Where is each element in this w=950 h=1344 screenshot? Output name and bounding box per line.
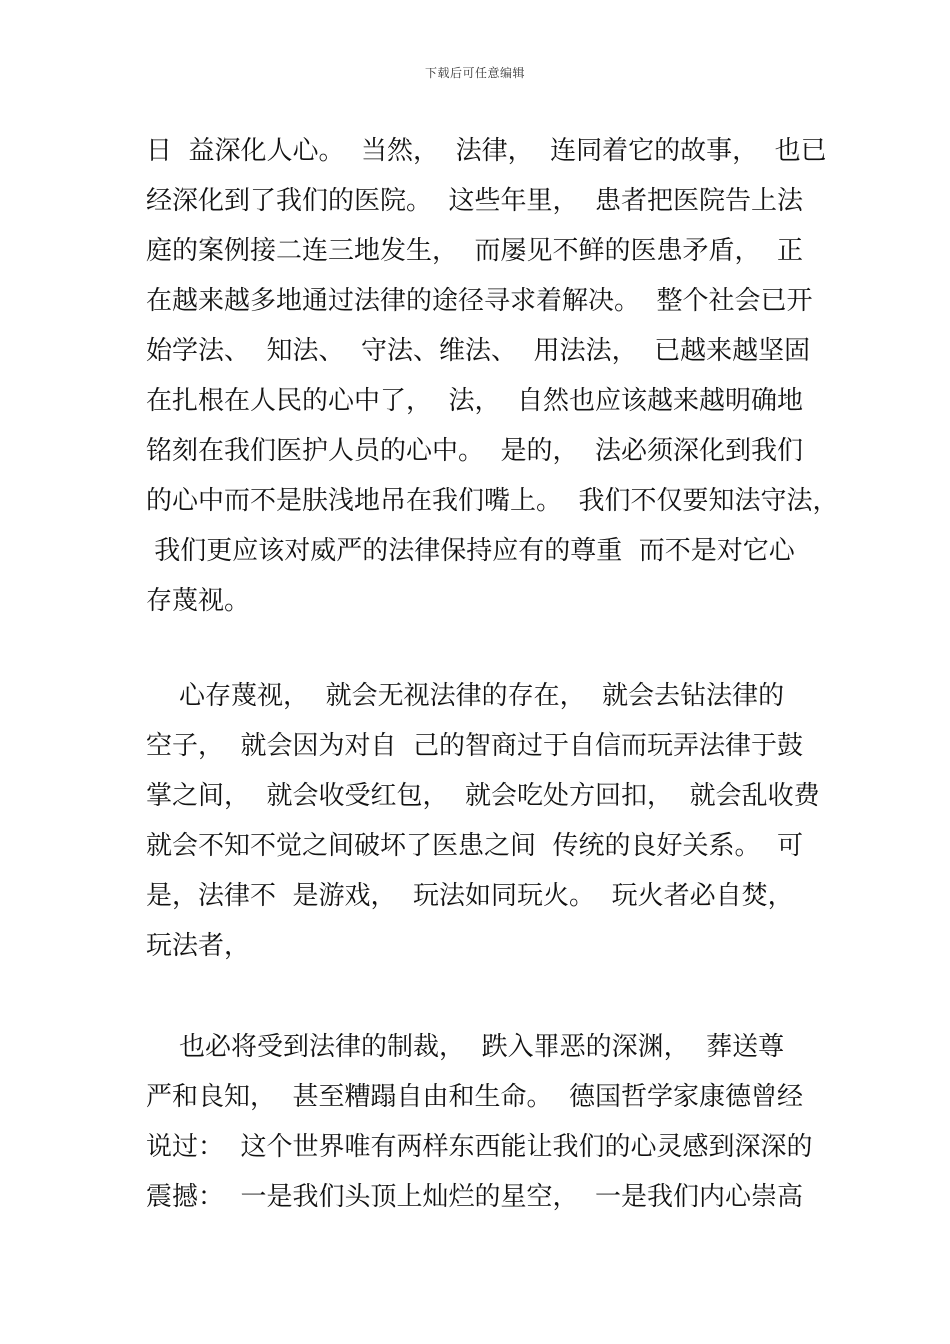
text-line: 是，法律不 是游戏， 玩法如同玩火。 玩火者必自焚， <box>146 881 794 911</box>
text-line: 庭的案例接二连三地发生， 而屡见不鲜的医患矛盾， 正 <box>146 236 804 266</box>
text-line: 空子， 就会因为对自 己的智商过于自信而玩弄法律于鼓 <box>146 731 804 761</box>
text-line: 严和良知， 甚至糟蹋自由和生命。 德国哲学家康德曾经 <box>146 1082 804 1112</box>
text-line: 掌之间， 就会收受红包， 就会吃处方回扣， 就会乱收费 <box>146 781 820 811</box>
text-line: 玩法者， <box>146 931 251 961</box>
text-line: 也必将受到法律的制裁， 跌入罪恶的深渊， 葬送尊 <box>146 1032 785 1062</box>
text-line: 的心中而不是肤浅地吊在我们嘴上。 我们不仅要知法守法， <box>146 486 839 516</box>
paragraph-1 <box>146 126 839 626</box>
text-line: 始学法、 知法、 守法、维法、 用法法， 已越来越坚固 <box>146 336 811 366</box>
text-line: 震撼： 一是我们头顶上灿烂的星空， 一是我们内心崇高 <box>146 1182 804 1212</box>
text-line: 说过： 这个世界唯有两样东西能让我们的心灵感到深深的 <box>146 1132 813 1162</box>
text-line: 铭刻在我们医护人员的心中。 是的， 法必须深化到我们 <box>146 436 804 466</box>
text-line: 经深化到了我们的医院。 这些年里， 患者把医院告上法 <box>146 186 804 216</box>
page-header-note: 下载后可任意编辑 <box>424 66 525 80</box>
text-line: 存蔑视。 <box>146 586 251 616</box>
text-line: 在越来越多地通过法律的途径寻求着解决。 整个社会已开 <box>146 286 813 316</box>
text-line: 心存蔑视， 就会无视法律的存在， 就会去钻法律的 <box>146 681 785 711</box>
text-line: 日 益深化人心。 当然， 法律， 连同着它的故事， 也已 <box>146 136 827 166</box>
text-line: 就会不知不觉之间破坏了医患之间 传统的良好关系。 可 <box>146 831 804 861</box>
text-line: 在扎根在人民的心中了， 法， 自然也应该越来越明确地 <box>146 386 804 416</box>
paragraph-3 <box>146 1022 826 1222</box>
paragraph-2 <box>146 671 826 971</box>
text-line: 我们更应该对威严的法律保持应有的尊重 而不是对它心 <box>146 536 795 566</box>
